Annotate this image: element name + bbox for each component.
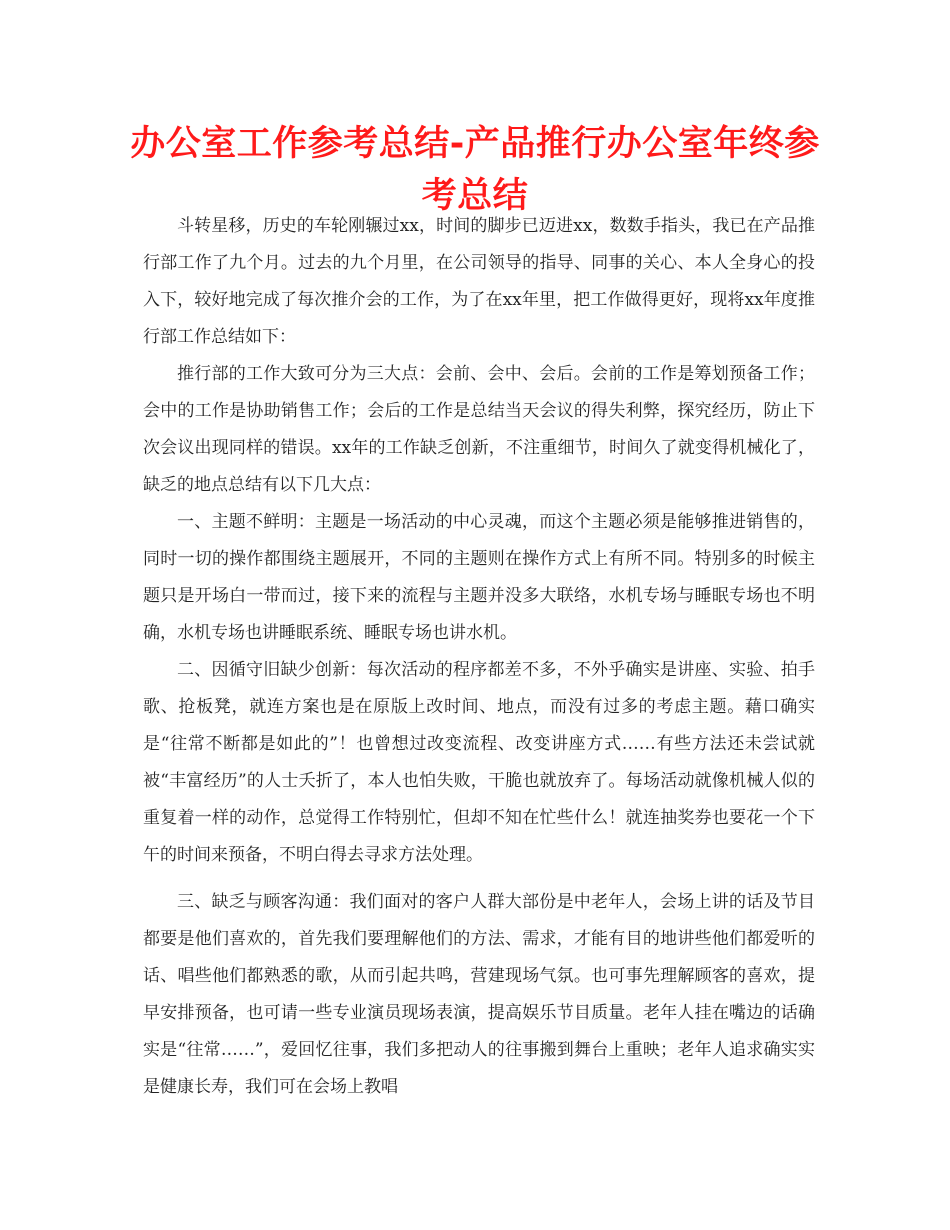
paragraph-point-three: 三、缺乏与顾客沟通：我们面对的客户人群大部份是中老年人，会场上讲的话及节目都要是他们喜欢的，首先我们要理解他们的方法、需求，才能有目的地讲些他们都爱听的话、唱些他们都熟悉的歌，从而引起共鸣，营建现场气氛。也可事先理解顾客的喜欢，提早安排预备，也可请一些专业演员现场表演，提高娱乐节目质量。老年人挂在嘴边的话确实是“往常……”，爱回忆往事，我们多把动人的往事搬到舞台上重映；老年人追求确实实是健康长寿，我们可在会场上教唱 [143, 892, 815, 1097]
paragraph-point-one: 一、主题不鲜明：主题是一场活动的中心灵魂，而这个主题必须是能够推进销售的，同时一切的操作都围绕主题展开，不同的主题则在操作方式上有所不同。特别多的时候主题只是开场白一带而过，接下来的流程与主题并没多大联络，水机专场与睡眠专场也不明确，水机专场也讲睡眠系统、睡眠专场也讲水机。 [143, 512, 815, 643]
document-title: 办公室工作参考总结-产品推行办公室年终参考总结 [130, 124, 820, 216]
paragraph-point-two: 二、因循守旧缺少创新：每次活动的程序都差不多，不外乎确实是讲座、实验、拍手歌、抢板凳，就连方案也是在原版上改时间、地点，而没有过多的考虑主题。藉口确实是“往常不断都是如此的”！也曾想过改变流程、改变讲座方式……有些方法还未尝试就被“丰富经历”的人士夭折了，本人也怕失败，干脆也就放弃了。每场活动就像机械人似的重复着一样的动作，总觉得工作特别忙，但却不知在忙些什么！就连抽奖券也要花一个下午的时间来预备，不明白得去寻求方法处理。 [143, 660, 815, 865]
paragraph-overview: 推行部的工作大致可分为三大点：会前、会中、会后。会前的工作是筹划预备工作；会中的工作是协助销售工作；会后的工作是总结当天会议的得失利弊，探究经历，防止下次会议出现同样的错误。xx年的工作缺乏创新，不注重细节，时间久了就变得机械化了，缺乏的地点总结有以下几大点： [143, 364, 815, 495]
paragraph-intro: 斗转星移，历史的车轮刚辗过xx，时间的脚步已迈进xx，数数手指头，我已在产品推行部工作了九个月。过去的九个月里，在公司领导的指导、同事的关心、本人全身心的投入下，较好地完成了每次推介会的工作，为了在xx年里，把工作做得更好，现将xx年度推行部工作总结如下： [143, 216, 815, 347]
document-body [143, 208, 815, 1106]
